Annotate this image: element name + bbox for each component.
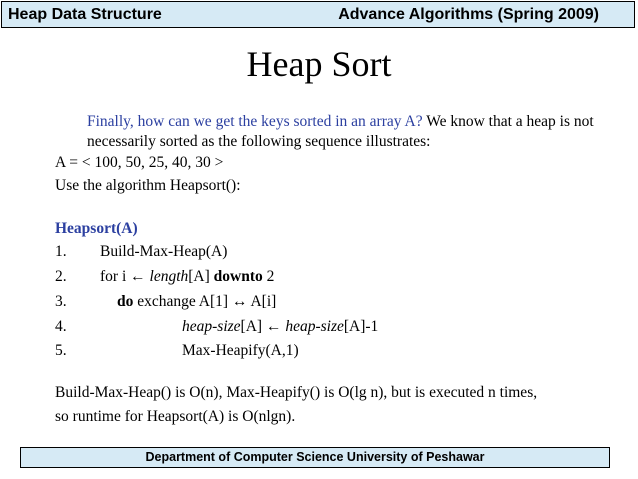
line-text: [A] — [240, 318, 266, 335]
assign-arrow-icon: ← — [265, 318, 282, 335]
algo-line-5-number: 5. — [55, 342, 67, 359]
intro-paragraph — [87, 112, 607, 152]
line-mid: [A] — [188, 268, 214, 285]
complexity-line-1: Build-Max-Heap() is O(n), Max-Heapify() is O(lg n), but is executed n times, — [55, 384, 538, 401]
algo-line-2 — [55, 267, 274, 287]
course-title: Heap Data Structure — [8, 6, 162, 23]
footer-bar — [20, 447, 610, 468]
array-line: A = < 100, 50, 25, 40, 30 > — [55, 154, 224, 171]
line-post: [A]-1 — [343, 318, 379, 335]
algo-line-4-number: 4. — [55, 318, 67, 335]
algo-line-1 — [55, 242, 227, 262]
slide-title: Heap Sort — [246, 44, 392, 84]
swap-arrow-icon: ↔ — [231, 293, 248, 310]
heap-size-keyword: heap-size — [285, 318, 344, 335]
intro-statement: We know that a heap is not necessarily sorted as the following sequence illustrates: — [87, 113, 594, 150]
line-text: Build-Max-Heap(A) — [100, 243, 228, 260]
line-text: exchange A[1] — [133, 293, 232, 310]
algo-line-3 — [117, 292, 276, 312]
header-bar — [1, 1, 635, 28]
do-keyword: do — [117, 293, 134, 310]
algo-line-3-number: 3. — [55, 293, 67, 310]
line-number: 1. — [55, 243, 67, 260]
algo-line-4 — [182, 317, 378, 337]
downto-keyword: downto — [213, 268, 263, 285]
line-pre: for i — [100, 268, 131, 285]
use-line: Use the algorithm Heapsort(): — [55, 177, 241, 194]
length-keyword: length — [149, 268, 189, 285]
footer-text: Department of Computer Science University of Peshawar — [145, 450, 485, 464]
course-term: Advance Algorithms (Spring 2009) — [338, 6, 599, 23]
line-post: A[i] — [247, 293, 277, 310]
algo-name: Heapsort(A) — [55, 220, 138, 237]
heap-size-keyword: heap-size — [182, 318, 241, 335]
line-number: 2. — [55, 268, 67, 285]
intro-question: Finally, how can we get the keys sorted in an array A? — [87, 113, 423, 130]
algo-line-5: Max-Heapify(A,1) — [182, 342, 299, 359]
assign-arrow-icon: ← — [130, 268, 146, 285]
complexity-line-2: so runtime for Heapsort(A) is O(nlgn). — [55, 408, 296, 425]
line-post: 2 — [262, 268, 275, 285]
